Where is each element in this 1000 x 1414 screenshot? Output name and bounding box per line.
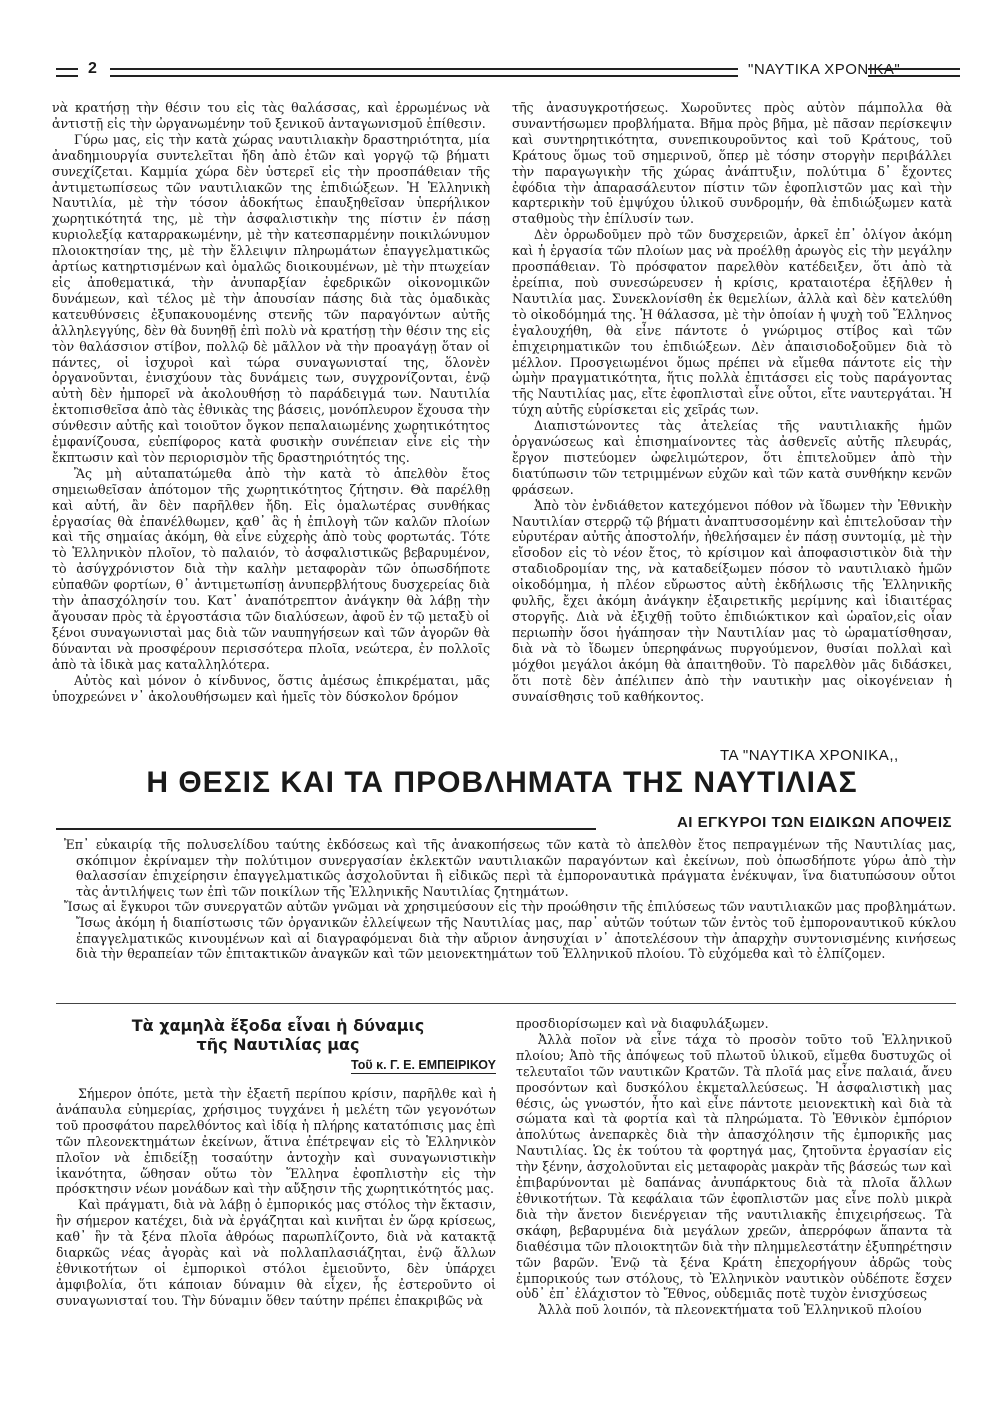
subheading-rule <box>56 828 596 830</box>
editorial-signature: ΤΑ "ΝΑΥΤΙΚΑ ΧΡΟΝΙΚΑ,, <box>720 747 899 764</box>
page-number: 2 <box>88 60 97 77</box>
header-rule-middle <box>110 68 738 77</box>
header-rule-left <box>56 68 78 77</box>
paragraph: τῆς ἀνασυγκροτήσεως. Χωροῦντες πρὸς αὐτὸν πάμπολλα θὰ συναντήσωμεν προβλήματα. Βῆμα πρὸς βῆμα, μὲ πᾶσαν περίσκεψιν καὶ συντηρητικότητα, συνεπικουροῦντος καὶ τοῦ Κράτους, τοῦ Κράτους ὅμως τοῦ σημερινοῦ, ὅπερ μὲ τόσην στοργὴν περιβάλλει τὴν παραγωγικὴν τῆς χώρας ἀνάπτυξιν, πολύτιμα δ᾽ ἔχοντες ἐφόδια τὴν ἀπαρασάλευτον πίστιν τῶν ἐφοπλιστῶν μας καὶ τὴν καρτερικὴν τοῦ ἐμψύχου ὑλικοῦ συνδρομήν, θὰ ἐπιδιώξωμεν κατὰ σταθμοὺς τὴν ἐπίλυσίν των. <box>512 100 952 227</box>
subheading: ΑΙ ΕΓΚΥΡΟΙ ΤΩΝ ΕΙΔΙΚΩΝ ΑΠΟΨΕΙΣ <box>676 814 952 831</box>
header-rule-right <box>868 68 960 77</box>
paragraph: Ἀπὸ τὸν ἐνδιάθετον κατεχόμενοι πόθον νὰ ἴδωμεν τὴν Ἐθνικὴν Ναυτιλίαν στερρῷ τῷ βήματι ἀναπτυσσομένην καὶ ἐπιτελοῦσαν τὴν εὐρυτέραν αὐτῆς ἀποστολήν, ἠθελήσαμεν ἐν πάσῃ συντομίᾳ, μὲ τὴν εἴσοδον εἰς τὸ νέον ἔτος, τὸ κρίσιμον καὶ ἀποφασιστικὸν διὰ τὴν σταδιοδρομίαν της, νὰ καταδείξωμεν πόσον τὸ ναυτιλιακὸ ἡμῶν οἰκοδόμημα, ἡ πλέον εὔρωστος αὐτὴ ἐκδήλωσις τῆς Ἑλληνικῆς φυλῆς, ἔχει ἀκόμη ἀνάγκην ἐξαιρετικῆς μερίμνης καὶ ἰδιαιτέρας στοργῆς. Διὰ νὰ ἐξιχθῇ τοῦτο ἐπιδιώκτικον καὶ ὡραῖον,εἰς οἷαν περιωπὴν ὅσοι ἠγάπησαν τὴν Ναυτιλίαν μας τὸ ὡραματίσθησαν, διὰ νὰ τὸ ἴδωμεν ὑπερηφάνως πυργούμενον, θυσίαι πολλαὶ καὶ μόχθοι μεγάλοι ἀκόμη θὰ ἀπαιτηθοῦν. Τὸ παρελθὸν μᾶς διδάσκει, ὅτι ποτὲ δὲν ἀπέλιπεν ἀπὸ τὴν ναυτικὴν μας οἰκογένειαν ἡ συναίσθησις τοῦ καθήκοντος. <box>512 497 952 704</box>
main-headline: Η ΘΕΣΙΣ ΚΑΙ ΤΑ ΠΡΟΒΛΗΜΑΤΑ ΤΗΣ ΝΑΥΤΙΛΙΑΣ <box>146 766 858 799</box>
paragraph: Σήμερον ὁπότε, μετὰ τὴν ἐξαετῆ περίπου κρίσιν, παρῆλθε καὶ ἡ ἀνάπαυλα εὐημερίας, χρήσιμος τυγχάνει ἡ μελέτη τῶν γεγονότων τοῦ προσφάτου παρελθόντος καὶ ἰδίᾳ ἡ πλήρης κατατόπισις μας ἐπὶ τῶν πλεονεκτημάτων ἐκείνων, ἅτινα ἐπέτρεψαν εἰς τὸ Ἑλληνικὸν πλοῖον νὰ ἐπιδείξῃ τοσαύτην ἀντοχὴν καὶ συναγωνιστικὴν ἱκανότητα, ὥθησαν οὕτω τὸν Ἕλληνα ἐφοπλιστὴν εἰς τὴν πρόσκτησιν νέων μονάδων καὶ τὴν αὔξησιν τῆς χωρητικότητός μας. <box>56 1086 496 1197</box>
article-column-left <box>56 1086 496 1309</box>
paragraph: Διαπιστώνοντες τὰς ἀτελείας τῆς ναυτιλιακῆς ἡμῶν ὀργανώσεως καὶ ἐπισημαίνοντες τὰς ἀσθενεῖς αὐτῆς πλευράς, ἔργον πιστεύομεν ὠφελιμώτερον, ὅτι ἐπιτελοῦμεν ἀπὸ τὴν διατύπωσιν τῶν τετριμμένων εὐχῶν καὶ τῶν κατὰ συνθήκην κενῶν φράσεων. <box>512 418 952 497</box>
section-divider <box>56 1003 956 1004</box>
intro-text <box>64 837 956 962</box>
article-column-right <box>516 1016 952 1318</box>
editorial-column-right <box>512 100 952 704</box>
running-title: "ΝΑΥΤΙΚΑ ΧΡΟΝΙΚΑ" <box>748 61 901 78</box>
article-title-line: Τὰ χαμηλὰ ἔξοδα εἶναι ἡ δύναμις <box>131 1016 425 1035</box>
paragraph: Καὶ πράγματι, διὰ νὰ λάβῃ ὁ ἐμπορικός μας στόλος τὴν ἔκτασιν, ἣν σήμερον κατέχει, διὰ νὰ ἐργάζηται καὶ κινῆται ἐν ὥρᾳ κρίσεως, καθ᾽ ἣν τὰ ξένα πλοῖα ἀθρόως παρωπλίζοντο, διὰ νὰ κατακτᾷ διαρκῶς νέας ἀγορὰς καὶ νὰ πολλαπλασιάζηται, ἐνῷ ἄλλων ἐθνικοτήτων οἱ ἐμπορικοὶ στόλοι ἐμειοῦντο, δὲν ὑπάρχει ἀμφιβολία, ὅτι κάποιαν δύναμιν θὰ εἶχεν, ἧς ἐστεροῦντο οἱ συναγωνισταί του. Τὴν δύναμιν ὅθεν ταύτην πρέπει ἐπακριβῶς νὰ <box>56 1197 496 1308</box>
paragraph: Αὐτὸς καὶ μόνον ὁ κίνδυνος, ὅστις ἀμέσως ἐπικρέμαται, μᾶς ὑποχρεώνει ν᾽ ἀκολουθήσωμεν καὶ ἡμεῖς τὸν δύσκολον δρόμον <box>52 672 490 704</box>
article-title <box>56 1016 500 1054</box>
paragraph: Ἂς μὴ αὐταπατώμεθα ἀπὸ τὴν κατὰ τὸ ἀπελθὸν ἔτος σημειωθεῖσαν ἀπότομον τῆς χωρητικότητος ζήτησιν. Θὰ παρέλθῃ καὶ αὐτή, ἂν δὲν παρῆλθεν ἤδη. Εἰς ὁμαλωτέρας συνθήκας ἐργασίας θὰ ἐπανέλθωμεν, καθ᾽ ἃς ἡ ἐπιλογὴ τῶν καλῶν πλοίων καὶ τῆς σημαίας ἀκόμη, θὰ εἶνε εὐχερὴς ἀπὸ τοὺς φορτωτάς. Τότε τὸ Ἑλληνικὸν πλοῖον, τὸ παλαιόν, τὸ ἀσφαλιστικῶς βεβαρυμένον, τὸ ἀσύγχρόνιστον διὰ τὴν καλὴν μεταφορὰν τῶν ὁπωσδήποτε εὐπαθῶν φορτίων, θ᾽ ἀντιμετωπίσῃ ἀνυπερβλήτους δυσχερείας διὰ τὴν ἀπασχόλησίν του. Κατ᾽ ἀναπότρεπτον ἀνάγκην θὰ λάβῃ τὴν ἄγουσαν πρὸς τὰ ἐργοστάσια τῶν διαλύσεων, ἀφοῦ ἐν τῷ μεταξὺ οἱ ξένοι συναγωνισταὶ μας διὰ τῶν ναυπηγήσεων καὶ τῶν ἀγορῶν θὰ δύνανται νὰ προσφέρουν περισσότερα πλοῖα, νεώτερα, ἐν πολλοῖς ἀπὸ τὰ ἰδικὰ μας καταλληλότερα. <box>52 465 490 672</box>
paragraph: Γύρω μας, εἰς τὴν κατὰ χώρας ναυτιλιακὴν δραστηριότητα, μία ἀναδημιουργία συντελεῖται ἤδη ἀπὸ ἐτῶν καὶ γοργῷ τῷ βήματι συνεχίζεται. Καμμία χώρα δὲν ὑστερεῖ εἰς τὴν προσπάθειαν τῆς ἀντιμετωπίσεως τῶν ναυτιλιακῶν της ἐπιδιώξεων. Ἡ Ἑλληνικὴ Ναυτιλία, μὲ τὴν τόσον ἀδοκήτως ἐπαυξηθεῖσαν ὑπερήλικον χωρητικότητά της, μὲ τὴν ἀσφαλιστικὴν της πίστιν ἐν πάσῃ κυριολεξίᾳ καταρρακωμένην, μὲ τὴν κατεσπαρμένην ποικιλώνυμον πλοιοκτησίαν της, μὲ τὴν ἔλλειψιν πληρωμάτων ἐπαγγελματικῶς ἀρτίως κατηρτισμένων καὶ ὁμαλῶς διοικουμένων, μὲ τὴν πτωχείαν εἰς ἀποθεματικά, τὴν ἀνυπαρξίαν ἐφεδρικῶν οἰκονομικῶν δυνάμεων, καὶ τέλος μὲ τὴν ἀπουσίαν πάσης διὰ τὰς ὁμαδικὰς κατευθύνσεις ἐξυπακουομένης στενῆς τῶν παραγόντων αὐτῆς ἀλληλεγγύης, δὲν θὰ δυνηθῇ ἐπὶ πολὺ νὰ κρατήσῃ τὴν θέσιν της εἰς τὸν θαλάσσιον στίβον, πολλῷ δὲ μᾶλλον νὰ τὴν προαγάγῃ ὅταν οἱ πάντες, οἱ ἰσχυροὶ καὶ τώρα συναγωνισταί της, ὅλονὲν ὀργανοῦνται, ἐνισχύουν τὰς δυνάμεις των, συγχρονίζονται, ἐνῷ αὐτὴ δὲν ἠμπορεῖ νὰ ἀκολουθήσῃ τὸ παράδειγμά των. Ναυτιλία ἐκτοπισθεῖσα ἀπὸ τὰς ἐθνικὰς της βάσεις, μονόπλευρον ἔχουσα τὴν σύνθεσιν αὐτῆς καὶ τοιοῦτον ὄγκον πεπαλαιωμένης χωρητικότητος ἐμφανίζουσα, εὐεπίφορος κατὰ φυσικὴν συνέπειαν εἶνε εἰς τὴν ἔκπτωσιν καὶ τὸν περιορισμὸν τῆς δραστηριότητός της. <box>52 131 490 465</box>
paragraph: νὰ κρατήσῃ τὴν θέσιν του εἰς τὰς θαλάσσας, καὶ ἐρρωμένως νὰ ἀντιστῇ εἰς τὴν ὠργανωμένην τοῦ ξενικοῦ ἀνταγωνισμοῦ ἐπίθεσιν. <box>52 100 490 131</box>
byline-text: Τοῦ κ. Γ. Ε. ΕΜΠΕΙΡΙΚΟΥ <box>351 1058 496 1072</box>
paragraph: Ἀλλὰ ποῦ λοιπόν, τὰ πλεονεκτήματα τοῦ Ἑλληνικοῦ πλοίου <box>538 1302 922 1318</box>
paragraph: Δὲν ὀρρωδοῦμεν πρὸ τῶν δυσχερειῶν, ἀρκεῖ ἐπ᾽ ὀλίγον ἀκόμη καὶ ἡ ἐργασία τῶν πλοίων μας νὰ προέλθῃ ἀρωγὸς εἰς τὴν μεγάλην προσπάθειαν. Τὸ πρόσφατον παρελθὸν κατέδειξεν, ὅτι ἀπὸ τὰ ἐρείπια, ποὺ συνεσώρευσεν ἡ κρίσις, κραταιοτέρα ἐξῆλθεν ἡ Ναυτιλία μας. Συνεκλονίσθη ἐκ θεμελίων, ἀλλὰ καὶ δὲν κατελύθη τὸ οἰκοδόμημά της. Ἡ θάλασσα, μὲ τὴν ὁποίαν ἡ ψυχὴ τοῦ Ἕλληνος ἐγαλουχήθη, θὰ εἶνε πάντοτε ὁ γνώριμος στίβος καὶ τῶν ἐπιχειρηματικῶν του ἐπιδιώξεων. Δὲν ἀπαισιοδοξοῦμεν διὰ τὸ μέλλον. Προσγειωμένοι ὅμως πρέπει νὰ εἴμεθα πάντοτε εἰς τὴν ὠμὴν πραγματικότητα, ἥτις πολλὰ ἐπιτάσσει εἰς τοὺς παράγοντας τῆς Ναυτιλίας μας, εἴτε ἐφοπλισταὶ εἶνε οὗτοι, εἴτε ναυτεργάται. Ἡ τύχη αὐτῆς εὑρίσκεται εἰς χεῖράς των. <box>512 227 952 418</box>
paragraph: Ἴσως αἱ ἔγκυροι τῶν συνεργατῶν αὐτῶν γνῶμαι νὰ χρησιμεύσουν εἰς τὴν προώθησιν τῆς ἐπιλύσεως τῶν ναυτιλιακῶν μας προβλημάτων. Ἴσως ἀκόμη ἡ διαπίστωσις τῶν ὀργανικῶν ἐλλείψεων τῆς Ναυτιλίας μας, παρ᾽ αὐτῶν τούτων τῶν ἐντὸς τοῦ ἐμποροναυτικοῦ κύκλου ἐπαγγελματικῶς κινουμένων καὶ αἱ διαγραφόμεναι διὰ τὴν αὔριον ἀνησυχίαι ν᾽ ἀποτελέσουν τὴν ἀπαρχὴν συντονισμένης κινήσεως διὰ τὴν θεραπείαν τῶν ἐπιτακτικῶν ἀναγκῶν καὶ τῶν μειονεκτημάτων τοῦ Ἑλληνικοῦ πλοίου. Τὸ εὐχόμεθα καὶ τὸ ἐλπίζομεν. <box>64 899 956 962</box>
running-header <box>56 60 960 82</box>
article-byline <box>56 1058 496 1072</box>
article-title-line: τῆς Ναυτιλίας μας <box>196 1035 360 1054</box>
paragraph: προσδιορίσωμεν καὶ νὰ διαφυλάξωμεν. <box>516 1016 769 1031</box>
paragraph: Ἐπ᾽ εὐκαιρίᾳ τῆς πολυσελίδου ταύτης ἐκδόσεως καὶ τῆς ἀνακοπήσεως τῶν κατὰ τὸ ἀπελθὸν ἔτος πεπραγμένων τῆς Ναυτιλίας μας, σκόπιμον ἐκρίναμεν τὴν πολύτιμον συνεργασίαν ἐκλεκτῶν ναυτιλιακῶν παραγόντων καὶ ἐκείνων, ποὺ ὁπωσδήποτε γύρω ἀπὸ τὴν θαλασσίαν ἐπιχείρησιν ἐπαγγελματικῶς ἀσχολοῦνται ἢ εἰδικῶς περὶ τὰ ἐμποροναυτικὰ πράγματα ἐνέκυψαν, ἵνα διατυπώσουν οὗτοι τὰς ἀντιλήψεις των ἐπὶ τῶν ποικίλων τῆς Ἑλληνικῆς Ναυτιλίας ζητημάτων. <box>64 837 956 899</box>
paragraph: Ἀλλὰ ποῖον νὰ εἶνε τάχα τὸ προσὸν τοῦτο τοῦ Ἑλληνικοῦ πλοίου; Ἀπὸ τῆς ἀπόψεως τοῦ πλωτοῦ ὑλικοῦ, εἴμεθα δυστυχῶς οἱ τελευταῖοι τῶν ναυτικῶν Κρατῶν. Τὰ πλοῖά μας εἶνε παλαιά, ἄνευ προσόντων καὶ δυσκόλου ἐκμεταλλεύσεως. Ἡ ἀσφαλιστικὴ μας θέσις, ὡς γνωστόν, ἦτο καὶ εἶνε πάντοτε μειονεκτικὴ καὶ διὰ τὰ σώματα καὶ τὰ φορτία καὶ τὰ πληρώματα. Τὸ Ἐθνικὸν ἐμπόριον ἀπολύτως ἀνεπαρκὲς διὰ τὴν ἀπασχόλησιν τῆς ἐμπορικῆς μας Ναυτιλίας. Ὡς ἐκ τούτου τὰ φορτηγά μας, ζητοῦντα ἐργασίαν εἰς τὴν ξένην, ἀσχολοῦνται εἰς μεταφορὰς μακρὰν τῆς βάσεώς των καὶ ἐπιβαρύνονται μὲ δαπάνας ἀνυπάρκτους διὰ τὰ πλοῖα ἄλλων ἐθνικοτήτων. Τὰ κεφάλαια τῶν ἐφοπλιστῶν μας εἶνε πολὺ μικρὰ διὰ τὴν ἄνετον διενέργειαν τῆς ναυτιλιακῆς ἐπιχειρήσεως. Τὰ σκάφη, βεβαρυμένα διὰ μεγάλων χρεῶν, ἀπερρόφων ἅπαντα τὰ διαθέσιμα τῶν πλοιοκτητῶν διὰ τὴν πλημμελεστάτην ἐξυπηρέτησιν τῶν βαρῶν. Ἐνῷ τὰ ξένα Κράτη ἐπεχορήγουν ἀδρῶς τοὺς ἐμπορικούς των στόλους, τὸ Ἑλληνικὸν ναυτικὸν οὐδέποτε ἔσχεν οὐδ᾽ ἐπ᾽ ἐλάχιστον τὸ Ἔθνος, οὐδεμιᾶς ποτὲ τυχὸν ἐνισχύσεως <box>516 1031 952 1302</box>
editorial-column-left <box>52 100 490 704</box>
